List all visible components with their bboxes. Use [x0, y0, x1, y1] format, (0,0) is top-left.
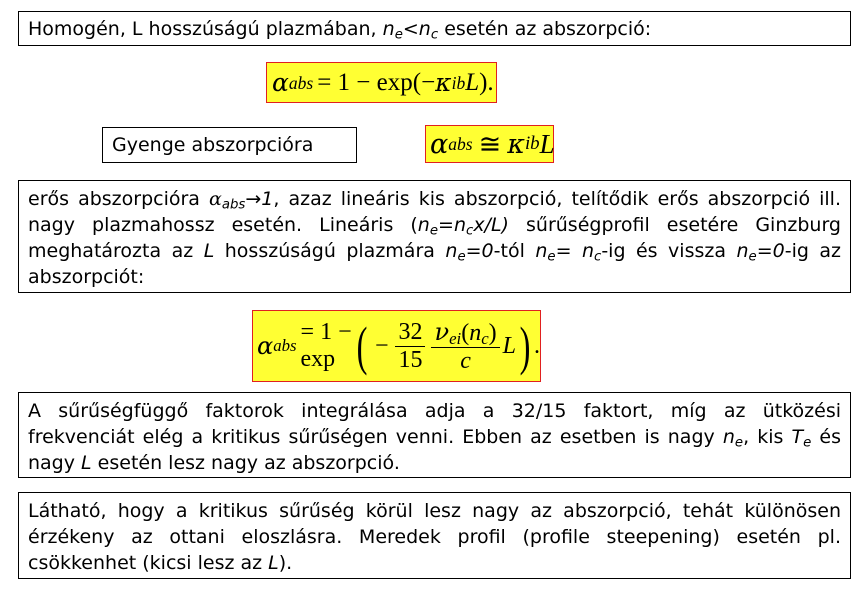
text: -ig és vissza	[601, 240, 737, 262]
formula-weak: α abs ≅ κ ib L	[425, 125, 554, 163]
arrow: →1	[245, 188, 274, 210]
var: n	[535, 240, 548, 262]
sub: e	[803, 435, 812, 451]
text: sűrűségprofil esetére Ginzburg meghatározta az	[28, 214, 841, 262]
frac-denominator: 15	[398, 346, 423, 373]
var: L	[268, 552, 279, 574]
var: n	[581, 240, 595, 262]
lt-sign: <	[402, 18, 419, 40]
weak-absorption-label	[102, 127, 357, 163]
var: T	[791, 426, 804, 448]
formula1-end: ).	[479, 68, 494, 96]
header-lead: Homogén, L hosszúságú plazmában,	[28, 18, 383, 40]
length-var: L	[539, 128, 555, 159]
fraction-32-15	[395, 319, 425, 374]
text: A sűrűségfüggő faktorok integrálása adja a 32/15 faktort, míg az ütközési frekvenciát elég a kritikus sűrűségen venni. Ebben az esetben is nagy	[28, 400, 841, 448]
alpha-sub: abs	[221, 197, 246, 213]
var: =n	[438, 214, 466, 236]
text: , kis	[743, 426, 792, 448]
text: hosszúságú plazmára	[214, 240, 446, 262]
text: és nagy	[28, 426, 841, 474]
sub: e	[429, 223, 439, 239]
var: L	[203, 240, 215, 262]
alpha-symbol: α	[209, 188, 222, 210]
conclusion-paragraph	[18, 492, 851, 579]
text: -tól	[493, 240, 536, 262]
text: esetén lesz nagy az abszorpció.	[91, 452, 400, 474]
sub: c	[466, 223, 474, 239]
nc-sub: c	[481, 328, 489, 348]
var: n	[736, 240, 749, 262]
length-var: L	[465, 68, 480, 96]
sub: e	[748, 249, 757, 265]
text: -ig az abszorpciót:	[28, 240, 842, 288]
ne-var: n	[382, 18, 395, 40]
header-box	[18, 11, 851, 46]
var: n	[445, 240, 458, 262]
nu-symbol: ν	[434, 317, 450, 346]
formula2-eq: = 1 − exp	[300, 319, 352, 372]
frac-denominator: c	[460, 347, 471, 374]
strong-absorption-paragraph	[18, 180, 851, 293]
length-var: L	[502, 332, 517, 359]
var: n	[722, 426, 735, 448]
text: =	[555, 240, 582, 262]
frac-numerator: 32	[395, 319, 425, 347]
fraction-nu-c	[431, 318, 499, 375]
text: , azaz lineáris kis abszorpció, telítődik erős abszorpció ill. nagy plazmahossz esetén. Lineáris (	[28, 188, 842, 236]
left-paren: (	[356, 316, 368, 376]
nc-var: n	[469, 319, 482, 346]
minus-sign: −	[374, 332, 389, 359]
text: Látható, hogy a kritikus sűrűség körül lesz nagy az abszorpció, tehát különösen érzékeny az ottani eloszlásra. Meredek profil (profile steepening) esetén pl. csökkenhet (kicsi lesz az	[28, 500, 841, 574]
sub: e	[547, 249, 556, 265]
formula1-eq: = 1 − exp(−	[317, 68, 436, 96]
formula2-end: .	[534, 332, 540, 359]
alpha-symbol: α	[430, 128, 449, 160]
var: n	[417, 214, 430, 236]
formula-ginzburg: α abs = 1 − exp ( − $\frac{32}{15}$ $\frac{\nu_{ei}(n_c)}{c}$ L ) .	[252, 310, 541, 382]
sub: e	[457, 249, 466, 265]
formula-absorption: α abs = 1 − exp(− κ ib L ).	[266, 62, 497, 103]
kappa-symbol: κ	[435, 68, 452, 97]
alpha-symbol: α	[257, 332, 274, 360]
sub: e	[734, 435, 744, 451]
frac-numerator: $\nu_{ei}(n_c)$	[431, 318, 499, 348]
var: x/L)	[473, 214, 509, 236]
var: =0	[465, 240, 494, 262]
approx-sign: ≅	[478, 128, 502, 159]
nc-sub: c	[430, 27, 439, 43]
right-paren: )	[519, 316, 531, 376]
nu-sub: ei	[449, 328, 462, 348]
text: erős abszorpcióra	[28, 188, 209, 210]
nc-var: n	[418, 18, 431, 40]
factor-paragraph	[18, 392, 851, 478]
sub: c	[594, 249, 602, 265]
var: =0	[756, 240, 785, 262]
weak-label-text: Gyenge abszorpcióra	[112, 134, 314, 156]
ne-sub: e	[394, 27, 403, 43]
text: ).	[278, 552, 293, 574]
alpha-symbol: α	[272, 68, 289, 97]
var: L	[81, 452, 92, 474]
kappa-symbol: κ	[507, 128, 525, 160]
header-tail: esetén az abszorpció:	[438, 18, 652, 40]
